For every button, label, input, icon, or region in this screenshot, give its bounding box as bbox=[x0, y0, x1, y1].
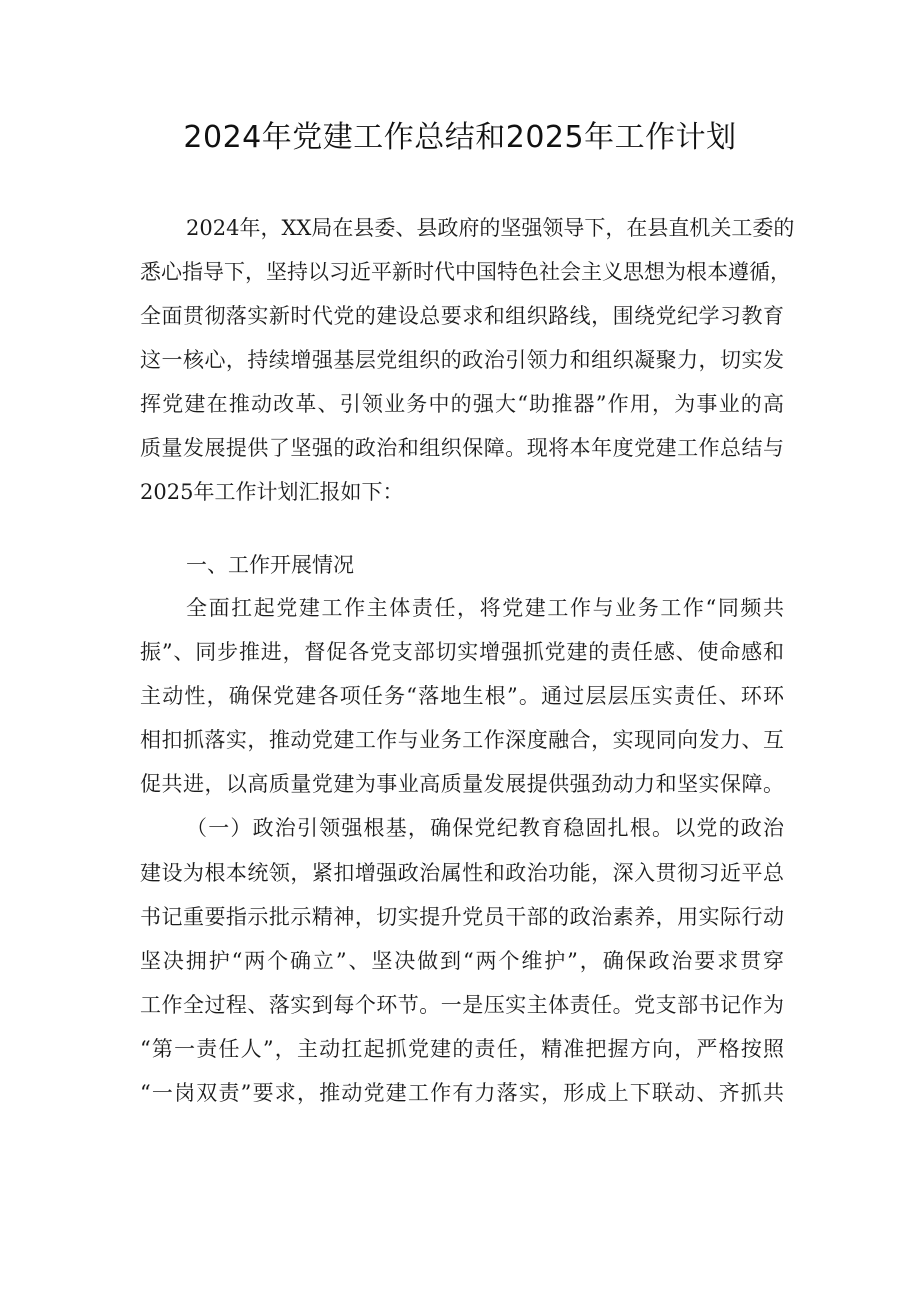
paragraph-line: “第一责任人”，主动扛起抓党建的责任，精准把握方向，严格按照 bbox=[140, 1037, 784, 1061]
paragraph-line: 质量发展提供了坚强的政治和组织保障。现将本年度党建工作总结与 bbox=[140, 436, 784, 460]
paragraph-line: 主动性，确保党建各项任务“落地生根”。通过层层压实责任、环环 bbox=[140, 684, 784, 708]
document-title: 2024年党建工作总结和2025年工作计划 bbox=[183, 120, 737, 155]
paragraph-line: 书记重要指示批示精神，切实提升党员干部的政治素养，用实际行动 bbox=[140, 905, 784, 929]
paragraph-line: 这一核心，持续增强基层党组织的政治引领力和组织凝聚力，切实发 bbox=[140, 348, 784, 372]
paragraph-line: 全面扛起党建工作主体责任，将党建工作与业务工作“同频共 bbox=[186, 596, 784, 620]
paragraph-line: 2024年，XX局在县委、县政府的坚强领导下，在县直机关工委的 bbox=[186, 216, 795, 240]
paragraph-line: 坚决拥护“两个确立”、坚决做到“两个维护”，确保政治要求贯穿 bbox=[140, 949, 784, 973]
paragraph-line: 挥党建在推动改革、引领业务中的强大“助推器”作用，为事业的高 bbox=[140, 392, 784, 416]
paragraph-line: （一）政治引领强根基，确保党纪教育稳固扎根。以党的政治 bbox=[186, 816, 784, 840]
paragraph-line: 相扣抓落实，推动党建工作与业务工作深度融合，实现同向发力、互 bbox=[140, 728, 784, 752]
paragraph-line: 振”、同步推进，督促各党支部切实增强抓党建的责任感、使命感和 bbox=[140, 640, 784, 664]
section-heading: 一、工作开展情况 bbox=[186, 553, 354, 577]
paragraph-line: 建设为根本统领，紧扣增强政治属性和政治功能，深入贯彻习近平总 bbox=[140, 861, 784, 885]
paragraph-line: 2025年工作计划汇报如下： bbox=[140, 480, 404, 504]
paragraph-line: 工作全过程、落实到每个环节。一是压实主体责任。党支部书记作为 bbox=[140, 993, 784, 1017]
paragraph-line: “一岗双责”要求，推动党建工作有力落实，形成上下联动、齐抓共 bbox=[140, 1081, 784, 1105]
paragraph-line: 促共进，以高质量党建为事业高质量发展提供强劲动力和坚实保障。 bbox=[140, 772, 784, 796]
paragraph-line: 悉心指导下，坚持以习近平新时代中国特色社会主义思想为根本遵循， bbox=[140, 260, 791, 284]
paragraph-line: 全面贯彻落实新时代党的建设总要求和组织路线，围绕党纪学习教育 bbox=[140, 304, 784, 328]
